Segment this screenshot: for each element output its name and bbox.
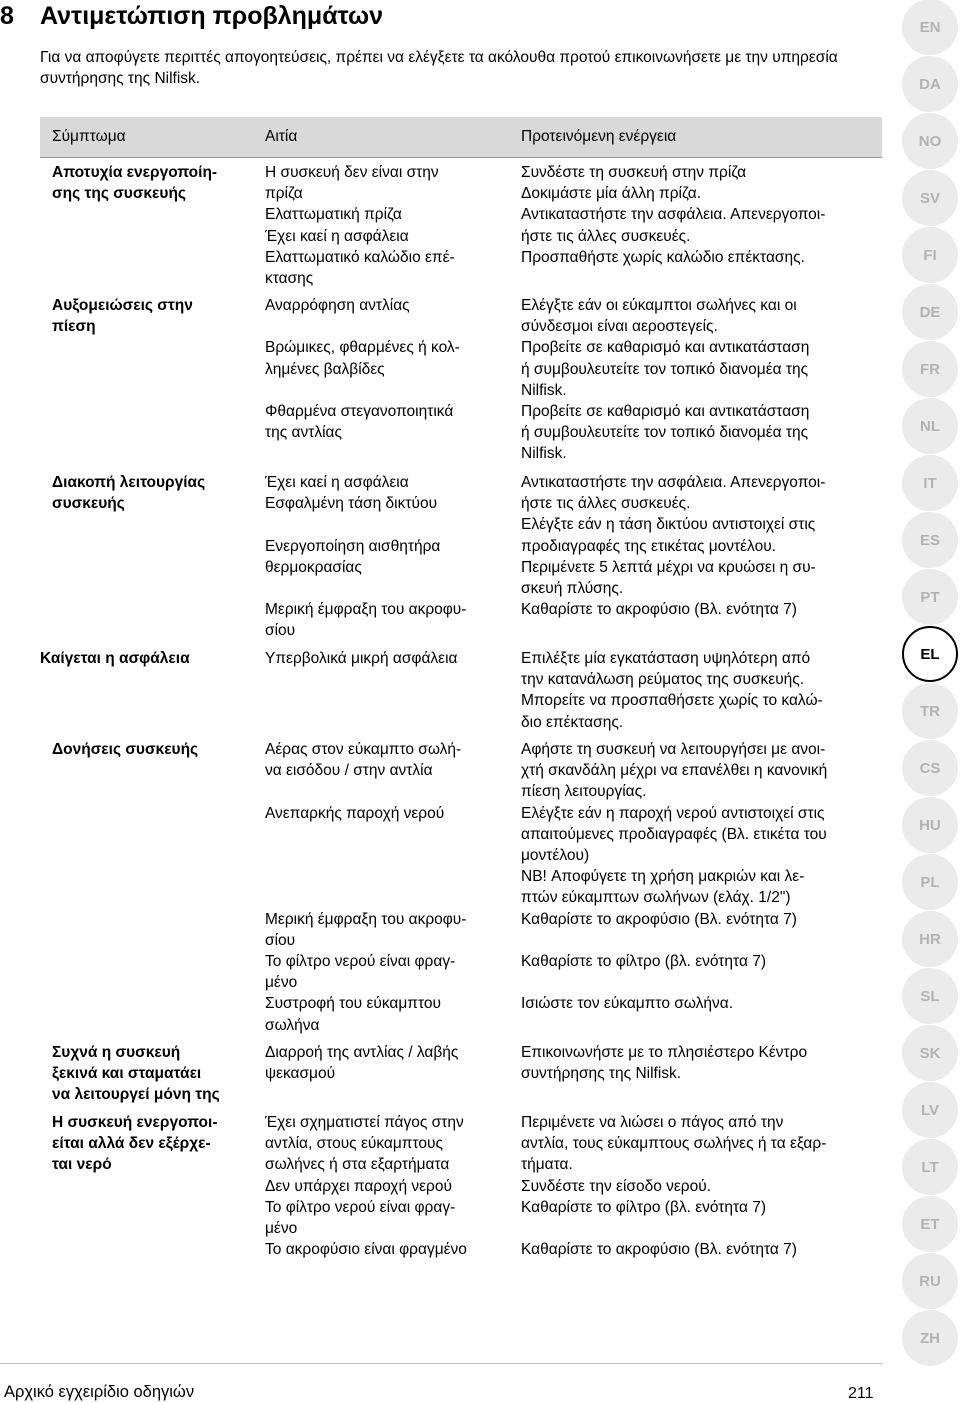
language-tab-hu[interactable]: HU [902, 797, 958, 853]
section-number: 8 [0, 2, 14, 30]
cause-cell: Αέρας στον εύκαμπτο σωλή- να εισόδου / στην αντλία Ανεπαρκής παροχή νερού Μερική έμφραξη του ακροφυ- σίου Το φίλτρο νερού είναι φραγ- μένο Συστροφή του εύκαμπτου σωλήνα [265, 741, 467, 1034]
language-tab-sv[interactable]: SV [902, 170, 958, 226]
cause-cell: Υπερβολικά μικρή ασφάλεια [265, 650, 458, 667]
action-cell: Αφήστε τη συσκευή να λειτουργήσει με ανοι- χτή σκανδάλη μέχρι να επανέλθει η κανονική πίεση λειτουργίας. Ελέγξτε εάν η παροχή νερού αντιστοιχεί στις απαιτούμενες προδιαγραφές (Βλ. ετικέτα του μοντέλου) NB! Αποφύγετε τη χρήση μακριών και λε- πτών εύκαμπτων σωλήνων (ελάχ. 1/2") Καθαρίστε το ακροφύσιο (Βλ. ενότητα 7) Καθαρίστε το φίλτρο (βλ. ενότητα 7) Ισιώστε τον εύκαμπτο σωλήνα. [521, 741, 828, 1013]
language-tab-da[interactable]: DA [902, 56, 958, 112]
language-tab-el[interactable]: EL [902, 626, 958, 682]
language-tab-it[interactable]: IT [902, 455, 958, 511]
cause-cell: Διαρροή της αντλίας / λαβής ψεκασμού [265, 1044, 459, 1083]
symptom-cell: Διακοπή λειτουργίας συσκευής [52, 474, 206, 513]
page-number: 211 [848, 1385, 874, 1402]
cause-cell: Έχει σχηματιστεί πάγος στην αντλία, στους εύκαμπτους σωλήνες ή στα εξαρτήματα Δεν υπάρχει παροχή νερού Το φίλτρο νερού είναι φραγ- μένο Το ακροφύσιο είναι φραγμένο [265, 1114, 467, 1259]
language-tab-nl[interactable]: NL [902, 398, 958, 454]
language-tab-lv[interactable]: LV [902, 1082, 958, 1138]
language-tab-en[interactable]: EN [902, 0, 958, 55]
cause-cell: Η συσκευή δεν είναι στην πρίζα Ελαττωματική πρίζα Έχει καεί η ασφάλεια Ελαττωματικό καλώδιο επέ- κτασης [265, 164, 455, 288]
action-cell: Επικοινωνήστε με το πλησιέστερο Κέντρο συντήρησης της Nilfisk. [521, 1044, 808, 1083]
language-tab-sk[interactable]: SK [902, 1025, 958, 1081]
language-tab-sl[interactable]: SL [902, 968, 958, 1024]
table-header [40, 117, 882, 158]
action-cell: Συνδέστε τη συσκευή στην πρίζα Δοκιμάστε μία άλλη πρίζα. Αντικαταστήστε την ασφάλεια. Απενεργοποι- ήστε τις άλλες συσκευές. Προσπαθήστε χωρίς καλώδιο επέκτασης. [521, 164, 826, 266]
language-tab-no[interactable]: NO [902, 113, 958, 169]
language-tab-ru[interactable]: RU [902, 1253, 958, 1309]
language-tab-hr[interactable]: HR [902, 911, 958, 967]
language-tab-tr[interactable]: TR [902, 683, 958, 739]
cause-cell: Αναρρόφηση αντλίας Βρώμικες, φθαρμένες ή κολ- λημένες βαλβίδες Φθαρμένα στεγανοποιητικά της αντλίας [265, 297, 460, 442]
language-tab-es[interactable]: ES [902, 512, 958, 568]
symptom-cell: Αυξομειώσεις στην πίεση [52, 297, 193, 336]
symptom-cell: Δονήσεις συσκευής [52, 741, 199, 758]
language-tab-fr[interactable]: FR [902, 341, 958, 397]
action-cell: Ελέγξτε εάν οι εύκαμπτοι σωλήνες και οι σύνδεσμοι είναι αεροστεγείς. Προβείτε σε καθαρισμό και αντικατάσταση ή συμβουλευτείτε τον τοπικό διανομέα της Nilfisk. Προβείτε σε καθαρισμό και αντικατάσταση ή συμβουλευτείτε τον τοπικό διανομέα της Nilfisk. [521, 297, 810, 463]
language-tab-de[interactable]: DE [902, 284, 958, 340]
language-tab-pl[interactable]: PL [902, 854, 958, 910]
action-cell: Επιλέξτε μία εγκατάσταση υψηλότερη από την κατανάλωση ρεύματος της συσκευής. Μπορείτε να προσπαθήσετε χωρίς το καλώ- διο επέκτασης. [521, 650, 823, 731]
language-tab-cs[interactable]: CS [902, 740, 958, 796]
language-tab-lt[interactable]: LT [902, 1139, 958, 1195]
intro-paragraph: Για να αποφύγετε περιττές απογοητεύσεις, πρέπει να ελέγξετε τα ακόλουθα προτού επικοινωνήσετε με την υπηρεσία συντήρησης της Nilfisk. [40, 49, 838, 87]
footer-divider [0, 1363, 882, 1364]
section-title [0, 2, 383, 31]
header-cause: Αιτία [265, 128, 298, 145]
symptom-cell: Αποτυχία ενεργοποίη- σης της συσκευής [52, 164, 218, 203]
language-tab-fi[interactable]: FI [902, 227, 958, 283]
symptom-cell: Καίγεται η ασφάλεια [40, 650, 190, 667]
language-tab-et[interactable]: ET [902, 1196, 958, 1252]
language-tab-pt[interactable]: PT [902, 569, 958, 625]
action-cell: Περιμένετε να λιώσει ο πάγος από την αντλία, τους εύκαμπτους σωλήνες ή τα εξαρ- τήματα. Συνδέστε την είσοδο νερού. Καθαρίστε το φίλτρο (βλ. ενότητα 7) Καθαρίστε το ακροφύσιο (Βλ. ενότητα 7) [521, 1114, 827, 1259]
header-symptom: Σύμπτωμα [52, 128, 126, 145]
action-cell: Αντικαταστήστε την ασφάλεια. Απενεργοποι- ήστε τις άλλες συσκευές. Ελέγξτε εάν η τάση δικτύου αντιστοιχεί στις προδιαγραφές της ετικέτας μοντέλου. Περιμένετε 5 λεπτά μέχρι να κρυώσει η συ- σκευή πλύσης. Καθαρίστε το ακροφύσιο (Βλ. ενότητα 7) [521, 474, 826, 619]
section-title-text: Αντιμετώπιση προβλημάτων [40, 2, 384, 30]
language-tab-zh[interactable]: ZH [902, 1310, 958, 1366]
symptom-cell: Συχνά η συσκευή ξεκινά και σταματάει να λειτουργεί μόνη της [52, 1044, 220, 1104]
header-action: Προτεινόμενη ενέργεια [521, 128, 677, 145]
cause-cell: Έχει καεί η ασφάλεια Εσφαλμένη τάση δικτύου Ενεργοποίηση αισθητήρα θερμοκρασίας Μερική έμφραξη του ακροφυ- σίου [265, 474, 467, 640]
symptom-cell: Η συσκευή ενεργοποι- είται αλλά δεν εξέρχε- ται νερό [52, 1114, 218, 1174]
footer-manual-title: Αρχικό εγχειρίδιο οδηγιών [4, 1383, 195, 1401]
